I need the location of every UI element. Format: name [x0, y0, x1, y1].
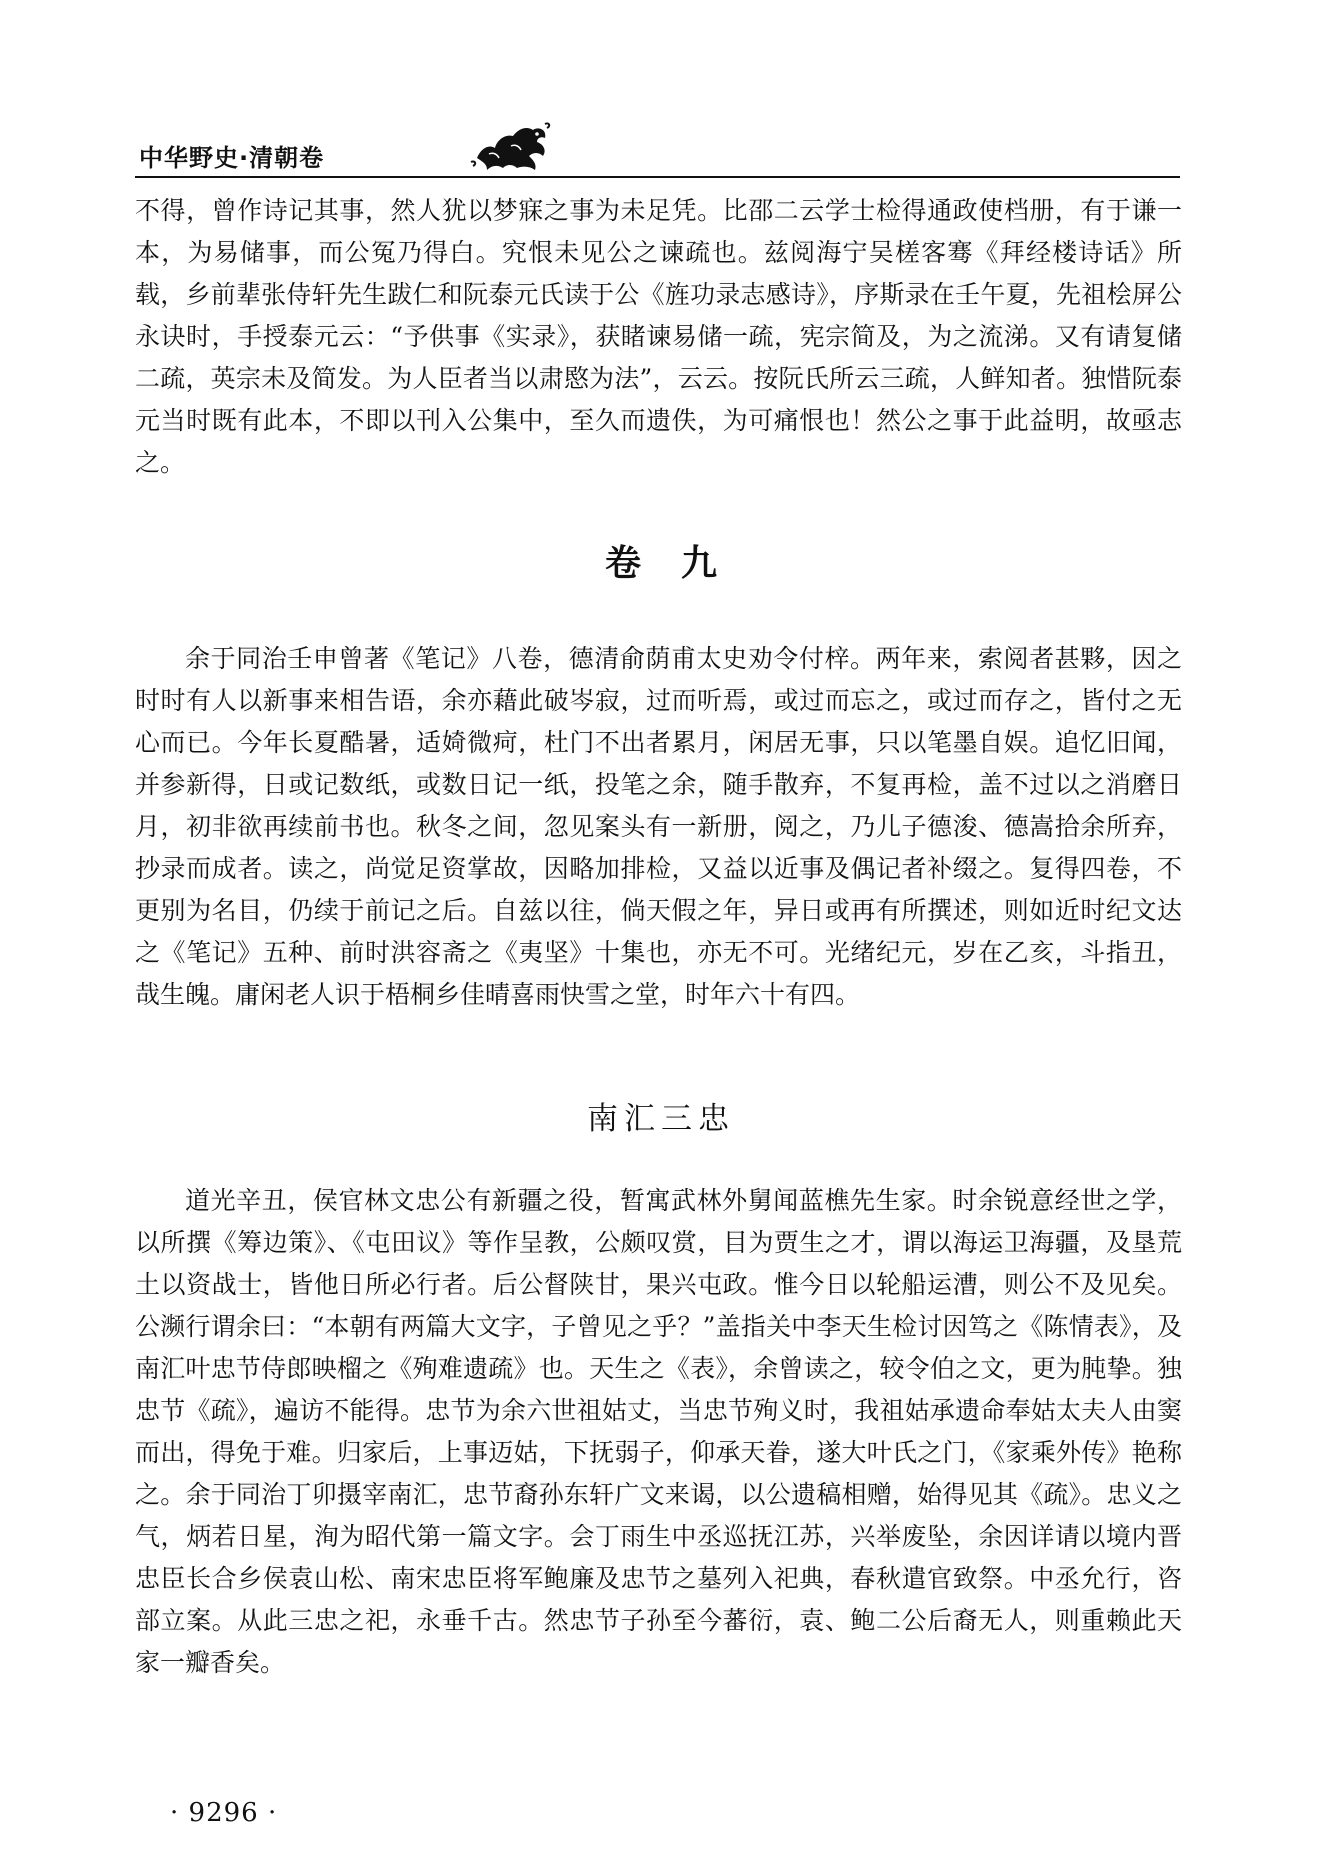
- continued-paragraph: 不得，曾作诗记其事，然人犹以梦寐之事为未足凭。比邵二云学士检得通政使档册，有于谦一本，为易储事，而公冤乃得白。究恨未见公之谏疏也。兹阅海宁吴槎客骞《拜经楼诗话》所载，乡前辈张侍轩先生跋仁和阮泰元氏读于公《旌功录志感诗》，序斯录在壬午夏，先祖桧屏公永诀时，手授泰元云：“予供事《实录》，获睹谏易储一疏，宪宗简及，为之流涕。又有请复储二疏，英宗未及简发。为人臣者当以肃愍为法”，云云。按阮氏所云三疏，人鲜知者。独惜阮泰元当时既有此本，不即以刊入公集中，至久而遗佚，为可痛恨也！然公之事于此益明，故亟志之。: [135, 196, 1182, 477]
- page-number: · 9296 ·: [170, 1798, 278, 1828]
- dragon-emblem-icon: [467, 118, 553, 174]
- chapter-preface-paragraph: 余于同治壬申曾著《笔记》八卷，德清俞荫甫太史劝令付梓。两年来，索阅者甚夥，因之时时有人以新事来相告语，余亦藉此破岑寂，过而听焉，或过而忘之，或过而存之，皆付之无心而已。今年长夏酷暑，适婍微疴，杜门不出者累月，闲居无事，只以笔墨自娱。追忆旧闻，并参新得，日或记数纸，或数日记一纸，投笔之余，随手散弃，不复再检，盖不过以之消磨日月，初非欲再续前书也。秋冬之间，忽见案头有一新册，阅之，乃儿子德浚、德嵩拾余所弃，抄录而成者。读之，尚觉足资掌故，因略加排检，又益以近事及偶记者补缀之。复得四卷，不更别为名目，仍续于前记之后。自兹以往，倘天假之年，异日或再有所撰述，则如近时纪文达之《笔记》五种、前时洪容斋之《夷坚》十集也，亦无不可。光绪纪元，岁在乙亥，斗指丑，哉生魄。庸闲老人识于梧桐乡佳晴喜雨快雪之堂，时年六十有四。: [135, 644, 1182, 1009]
- running-header-title: 中华野史·清朝卷: [139, 144, 325, 172]
- header-divider: [135, 176, 1180, 178]
- running-header: [135, 118, 1185, 174]
- section-body-paragraph: 道光辛丑，侯官林文忠公有新疆之役，暂寓武林外舅闻蓝樵先生家。时余锐意经世之学，以所撰《筹边策》、《屯田议》等作呈教，公颇叹赏，目为贾生之才，谓以海运卫海疆，及垦荒土以资战士，皆他日所必行者。后公督陕甘，果兴屯政。惟今日以轮船运漕，则公不及见矣。公濒行谓余曰：“本朝有两篇大文字，子曾见之乎？”盖指关中李天生检讨因笃之《陈情表》，及南汇叶忠节侍郎映榴之《殉难遗疏》也。天生之《表》，余曾读之，较令伯之文，更为肫挚。独忠节《疏》，遍访不能得。忠节为余六世祖姑丈，当忠节殉义时，我祖姑承遗命奉姑太夫人由窦而出，得免于难。归家后，上事迈姑，下抚弱子，仰承天眷，遂大叶氏之门，《家乘外传》艳称之。余于同治丁卯摄宰南汇，忠节裔孙东轩广文来谒，以公遗稿相赠，始得见其《疏》。忠义之气，炳若日星，洵为昭代第一篇文字。会丁雨生中丞巡抚江苏，兴举废坠，余因详请以境内晋忠臣长合乡侯袁山松、南宋忠臣将军鲍廉及忠节之墓列入祀典，春秋遣官致祭。中丞允行，咨部立案。从此三忠之祀，永垂千古。然忠节子孙至今蕃衍，袁、鲍二公后裔无人，则重赖此天家一瓣香矣。: [135, 1186, 1182, 1677]
- section-heading: 南汇三忠: [587, 1101, 735, 1137]
- chapter-heading: 卷九: [604, 543, 757, 584]
